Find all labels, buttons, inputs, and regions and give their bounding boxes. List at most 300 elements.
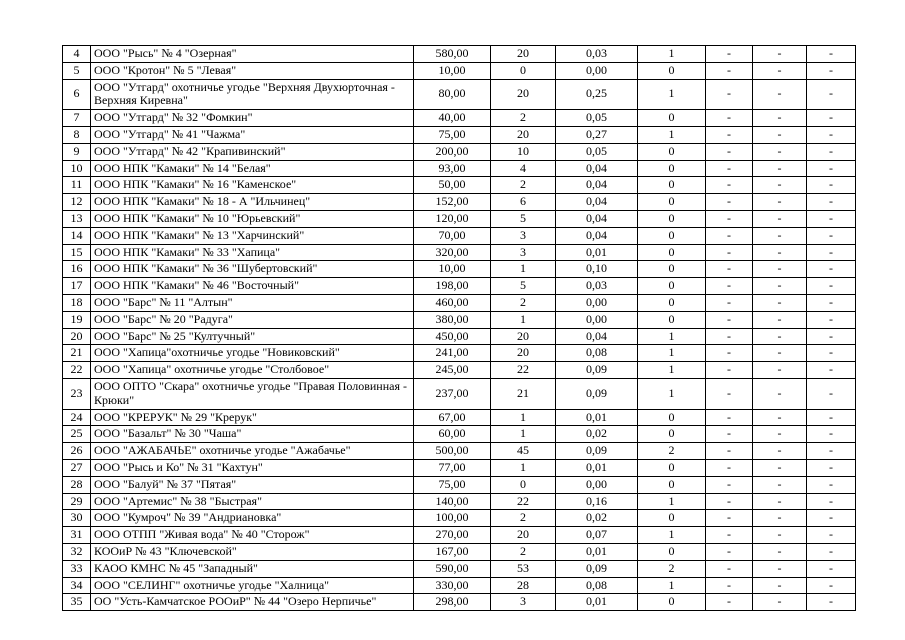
organization-name-cell: ООО "Балуй" № 37 "Пятая" xyxy=(91,476,414,493)
row-number-cell: 20 xyxy=(63,328,91,345)
table-row xyxy=(63,426,856,443)
dash-cell-1: - xyxy=(706,294,753,311)
organization-name-cell: ООО НПК "Камаки" № 33 "Хапица" xyxy=(91,244,414,261)
area-value-cell: 40,00 xyxy=(414,110,491,127)
count-value-cell: 1 xyxy=(491,459,556,476)
count-value-cell: 45 xyxy=(491,443,556,460)
dash-cell-3: - xyxy=(807,177,856,194)
row-number-cell: 4 xyxy=(63,46,91,63)
area-value-cell: 320,00 xyxy=(414,244,491,261)
quota-value-cell: 1 xyxy=(638,527,706,544)
table-row xyxy=(63,227,856,244)
row-number-cell: 23 xyxy=(63,378,91,409)
count-value-cell: 20 xyxy=(491,527,556,544)
dash-cell-3: - xyxy=(807,311,856,328)
dash-cell-1: - xyxy=(706,560,753,577)
count-value-cell: 2 xyxy=(491,294,556,311)
ratio-value-cell: 0,01 xyxy=(556,244,638,261)
ratio-value-cell: 0,10 xyxy=(556,261,638,278)
area-value-cell: 270,00 xyxy=(414,527,491,544)
ratio-value-cell: 0,07 xyxy=(556,527,638,544)
dash-cell-3: - xyxy=(807,510,856,527)
table-row xyxy=(63,459,856,476)
table-row xyxy=(63,177,856,194)
count-value-cell: 1 xyxy=(491,409,556,426)
dash-cell-2: - xyxy=(753,294,807,311)
area-value-cell: 198,00 xyxy=(414,278,491,295)
quota-value-cell: 1 xyxy=(638,345,706,362)
row-number-cell: 32 xyxy=(63,543,91,560)
dash-cell-3: - xyxy=(807,328,856,345)
count-value-cell: 2 xyxy=(491,543,556,560)
dash-cell-1: - xyxy=(706,62,753,79)
count-value-cell: 4 xyxy=(491,160,556,177)
dash-cell-2: - xyxy=(753,594,807,611)
area-value-cell: 10,00 xyxy=(414,261,491,278)
dash-cell-2: - xyxy=(753,409,807,426)
dash-cell-2: - xyxy=(753,244,807,261)
quota-value-cell: 1 xyxy=(638,493,706,510)
dash-cell-1: - xyxy=(706,543,753,560)
dash-cell-2: - xyxy=(753,160,807,177)
ratio-value-cell: 0,01 xyxy=(556,594,638,611)
dash-cell-1: - xyxy=(706,426,753,443)
quota-value-cell: 0 xyxy=(638,261,706,278)
area-value-cell: 75,00 xyxy=(414,476,491,493)
organization-name-cell: КООиР № 43 "Ключевской" xyxy=(91,543,414,560)
dash-cell-1: - xyxy=(706,459,753,476)
dash-cell-1: - xyxy=(706,476,753,493)
area-value-cell: 460,00 xyxy=(414,294,491,311)
table-row xyxy=(63,244,856,261)
table-row xyxy=(63,261,856,278)
row-number-cell: 31 xyxy=(63,527,91,544)
row-number-cell: 25 xyxy=(63,426,91,443)
ratio-value-cell: 0,09 xyxy=(556,443,638,460)
quota-value-cell: 0 xyxy=(638,210,706,227)
organization-name-cell: ООО "Хапица" охотничье угодье "Столбовое" xyxy=(91,362,414,379)
area-value-cell: 237,00 xyxy=(414,378,491,409)
area-value-cell: 10,00 xyxy=(414,62,491,79)
dash-cell-2: - xyxy=(753,577,807,594)
dash-cell-1: - xyxy=(706,261,753,278)
ratio-value-cell: 0,04 xyxy=(556,194,638,211)
quota-value-cell: 0 xyxy=(638,160,706,177)
quota-value-cell: 0 xyxy=(638,227,706,244)
area-value-cell: 77,00 xyxy=(414,459,491,476)
row-number-cell: 28 xyxy=(63,476,91,493)
dash-cell-1: - xyxy=(706,345,753,362)
dash-cell-3: - xyxy=(807,62,856,79)
ratio-value-cell: 0,02 xyxy=(556,510,638,527)
organization-name-cell: ООО "Базальт" № 30 "Чаша" xyxy=(91,426,414,443)
quota-value-cell: 2 xyxy=(638,443,706,460)
table-row xyxy=(63,143,856,160)
ratio-value-cell: 0,04 xyxy=(556,177,638,194)
area-value-cell: 200,00 xyxy=(414,143,491,160)
row-number-cell: 27 xyxy=(63,459,91,476)
dash-cell-1: - xyxy=(706,278,753,295)
dash-cell-1: - xyxy=(706,577,753,594)
organization-name-cell: ООО "Барс" № 25 "Култучный" xyxy=(91,328,414,345)
organization-name-cell: ООО "Кротон" № 5 "Левая" xyxy=(91,62,414,79)
area-value-cell: 100,00 xyxy=(414,510,491,527)
dash-cell-2: - xyxy=(753,194,807,211)
table-row xyxy=(63,527,856,544)
table-row xyxy=(63,294,856,311)
dash-cell-3: - xyxy=(807,261,856,278)
dash-cell-3: - xyxy=(807,577,856,594)
area-value-cell: 167,00 xyxy=(414,543,491,560)
row-number-cell: 16 xyxy=(63,261,91,278)
table-row xyxy=(63,311,856,328)
ratio-value-cell: 0,09 xyxy=(556,378,638,409)
area-value-cell: 380,00 xyxy=(414,311,491,328)
dash-cell-2: - xyxy=(753,510,807,527)
area-value-cell: 50,00 xyxy=(414,177,491,194)
dash-cell-2: - xyxy=(753,459,807,476)
row-number-cell: 33 xyxy=(63,560,91,577)
organization-name-cell: ООО НПК "Камаки" № 36 "Шубертовский" xyxy=(91,261,414,278)
area-value-cell: 140,00 xyxy=(414,493,491,510)
quota-value-cell: 0 xyxy=(638,194,706,211)
row-number-cell: 29 xyxy=(63,493,91,510)
dash-cell-2: - xyxy=(753,143,807,160)
quota-value-cell: 0 xyxy=(638,278,706,295)
dash-cell-2: - xyxy=(753,378,807,409)
quota-value-cell: 1 xyxy=(638,577,706,594)
count-value-cell: 0 xyxy=(491,476,556,493)
quota-value-cell: 0 xyxy=(638,311,706,328)
row-number-cell: 9 xyxy=(63,143,91,160)
row-number-cell: 15 xyxy=(63,244,91,261)
quota-value-cell: 0 xyxy=(638,177,706,194)
area-value-cell: 67,00 xyxy=(414,409,491,426)
dash-cell-1: - xyxy=(706,194,753,211)
table-row xyxy=(63,378,856,409)
table-row xyxy=(63,577,856,594)
count-value-cell: 6 xyxy=(491,194,556,211)
count-value-cell: 5 xyxy=(491,210,556,227)
table-row xyxy=(63,328,856,345)
dash-cell-2: - xyxy=(753,362,807,379)
dash-cell-3: - xyxy=(807,194,856,211)
dash-cell-3: - xyxy=(807,476,856,493)
organization-name-cell: ООО "Утгард" № 41 "Чажма" xyxy=(91,126,414,143)
organization-name-cell: ООО "АЖАБАЧЬЕ" охотничье угодье "Ажабачье" xyxy=(91,443,414,460)
dash-cell-2: - xyxy=(753,261,807,278)
dash-cell-3: - xyxy=(807,362,856,379)
table-row xyxy=(63,493,856,510)
organization-name-cell: КАОО КМНС № 45 "Западный" xyxy=(91,560,414,577)
organization-name-cell: ООО НПК "Камаки" № 14 "Белая" xyxy=(91,160,414,177)
dash-cell-2: - xyxy=(753,177,807,194)
organization-name-cell: ООО "Барс" № 11 "Алтын" xyxy=(91,294,414,311)
table-row xyxy=(63,443,856,460)
count-value-cell: 3 xyxy=(491,227,556,244)
quota-value-cell: 0 xyxy=(638,543,706,560)
ratio-value-cell: 0,04 xyxy=(556,227,638,244)
dash-cell-1: - xyxy=(706,110,753,127)
count-value-cell: 3 xyxy=(491,594,556,611)
dash-cell-1: - xyxy=(706,594,753,611)
area-value-cell: 245,00 xyxy=(414,362,491,379)
ratio-value-cell: 0,09 xyxy=(556,560,638,577)
area-value-cell: 580,00 xyxy=(414,46,491,63)
dash-cell-2: - xyxy=(753,227,807,244)
dash-cell-1: - xyxy=(706,409,753,426)
count-value-cell: 2 xyxy=(491,177,556,194)
dash-cell-2: - xyxy=(753,278,807,295)
dash-cell-3: - xyxy=(807,143,856,160)
count-value-cell: 53 xyxy=(491,560,556,577)
ratio-value-cell: 0,00 xyxy=(556,294,638,311)
table-row xyxy=(63,594,856,611)
quota-value-cell: 1 xyxy=(638,328,706,345)
quota-value-cell: 1 xyxy=(638,46,706,63)
dash-cell-3: - xyxy=(807,443,856,460)
dash-cell-3: - xyxy=(807,210,856,227)
ratio-value-cell: 0,25 xyxy=(556,79,638,110)
dash-cell-1: - xyxy=(706,362,753,379)
organization-name-cell: ООО "Хапица"охотничье угодье "Новиковский" xyxy=(91,345,414,362)
count-value-cell: 20 xyxy=(491,46,556,63)
hunting-grounds-table xyxy=(62,45,856,611)
dash-cell-2: - xyxy=(753,79,807,110)
organization-name-cell: ООО "СЕЛИНГ" охотничье угодье "Халница" xyxy=(91,577,414,594)
row-number-cell: 19 xyxy=(63,311,91,328)
dash-cell-2: - xyxy=(753,210,807,227)
organization-name-cell: ООО "Утгард" № 32 "Фомкин" xyxy=(91,110,414,127)
area-value-cell: 70,00 xyxy=(414,227,491,244)
organization-name-cell: ООО НПК "Камаки" № 13 "Харчинский" xyxy=(91,227,414,244)
count-value-cell: 1 xyxy=(491,261,556,278)
ratio-value-cell: 0,05 xyxy=(556,110,638,127)
row-number-cell: 35 xyxy=(63,594,91,611)
organization-name-cell: ООО НПК "Камаки" № 10 "Юрьевский" xyxy=(91,210,414,227)
table-row xyxy=(63,510,856,527)
dash-cell-3: - xyxy=(807,244,856,261)
dash-cell-3: - xyxy=(807,378,856,409)
ratio-value-cell: 0,00 xyxy=(556,62,638,79)
dash-cell-1: - xyxy=(706,227,753,244)
row-number-cell: 30 xyxy=(63,510,91,527)
dash-cell-1: - xyxy=(706,493,753,510)
organization-name-cell: ООО "Утгард" охотничье угодье "Верхняя Двухюрточная - Верхняя Киревна" xyxy=(91,79,414,110)
ratio-value-cell: 0,01 xyxy=(556,409,638,426)
dash-cell-2: - xyxy=(753,493,807,510)
quota-value-cell: 0 xyxy=(638,476,706,493)
dash-cell-3: - xyxy=(807,79,856,110)
organization-name-cell: ОО "Усть-Камчатское РООиР" № 44 "Озеро Нерпичье" xyxy=(91,594,414,611)
count-value-cell: 3 xyxy=(491,244,556,261)
dash-cell-3: - xyxy=(807,227,856,244)
dash-cell-3: - xyxy=(807,493,856,510)
quota-value-cell: 0 xyxy=(638,110,706,127)
count-value-cell: 2 xyxy=(491,510,556,527)
row-number-cell: 10 xyxy=(63,160,91,177)
ratio-value-cell: 0,04 xyxy=(556,328,638,345)
area-value-cell: 500,00 xyxy=(414,443,491,460)
table-row xyxy=(63,543,856,560)
count-value-cell: 22 xyxy=(491,493,556,510)
count-value-cell: 20 xyxy=(491,345,556,362)
quota-value-cell: 0 xyxy=(638,62,706,79)
row-number-cell: 6 xyxy=(63,79,91,110)
area-value-cell: 152,00 xyxy=(414,194,491,211)
organization-name-cell: ООО "Кумроч" № 39 "Андриановка" xyxy=(91,510,414,527)
dash-cell-1: - xyxy=(706,46,753,63)
quota-value-cell: 0 xyxy=(638,143,706,160)
table-body xyxy=(63,46,856,611)
organization-name-cell: ООО "Утгард" № 42 "Крапивинский" xyxy=(91,143,414,160)
table-row xyxy=(63,79,856,110)
ratio-value-cell: 0,01 xyxy=(556,459,638,476)
dash-cell-1: - xyxy=(706,527,753,544)
area-value-cell: 590,00 xyxy=(414,560,491,577)
dash-cell-1: - xyxy=(706,210,753,227)
quota-value-cell: 1 xyxy=(638,79,706,110)
dash-cell-3: - xyxy=(807,594,856,611)
organization-name-cell: ООО "Артемис" № 38 "Быстрая" xyxy=(91,493,414,510)
count-value-cell: 22 xyxy=(491,362,556,379)
dash-cell-2: - xyxy=(753,426,807,443)
table-row xyxy=(63,362,856,379)
dash-cell-2: - xyxy=(753,46,807,63)
organization-name-cell: ООО "КРЕРУК" № 29 "Крерук" xyxy=(91,409,414,426)
dash-cell-3: - xyxy=(807,409,856,426)
dash-cell-1: - xyxy=(706,328,753,345)
area-value-cell: 241,00 xyxy=(414,345,491,362)
organization-name-cell: ООО "Рысь и Ко" № 31 "Кахтун" xyxy=(91,459,414,476)
quota-value-cell: 1 xyxy=(638,362,706,379)
dash-cell-3: - xyxy=(807,294,856,311)
dash-cell-1: - xyxy=(706,244,753,261)
area-value-cell: 93,00 xyxy=(414,160,491,177)
quota-value-cell: 2 xyxy=(638,560,706,577)
row-number-cell: 34 xyxy=(63,577,91,594)
dash-cell-1: - xyxy=(706,443,753,460)
row-number-cell: 7 xyxy=(63,110,91,127)
dash-cell-1: - xyxy=(706,311,753,328)
count-value-cell: 1 xyxy=(491,426,556,443)
area-value-cell: 330,00 xyxy=(414,577,491,594)
quota-value-cell: 0 xyxy=(638,294,706,311)
count-value-cell: 21 xyxy=(491,378,556,409)
ratio-value-cell: 0,09 xyxy=(556,362,638,379)
area-value-cell: 60,00 xyxy=(414,426,491,443)
dash-cell-1: - xyxy=(706,510,753,527)
quota-value-cell: 0 xyxy=(638,594,706,611)
dash-cell-3: - xyxy=(807,126,856,143)
dash-cell-1: - xyxy=(706,160,753,177)
area-value-cell: 450,00 xyxy=(414,328,491,345)
dash-cell-2: - xyxy=(753,126,807,143)
table-row xyxy=(63,46,856,63)
row-number-cell: 13 xyxy=(63,210,91,227)
table-row xyxy=(63,278,856,295)
row-number-cell: 14 xyxy=(63,227,91,244)
ratio-value-cell: 0,16 xyxy=(556,493,638,510)
dash-cell-2: - xyxy=(753,527,807,544)
organization-name-cell: ООО НПК "Камаки" № 16 "Каменское" xyxy=(91,177,414,194)
dash-cell-3: - xyxy=(807,543,856,560)
dash-cell-3: - xyxy=(807,459,856,476)
count-value-cell: 10 xyxy=(491,143,556,160)
ratio-value-cell: 0,04 xyxy=(556,160,638,177)
quota-value-cell: 0 xyxy=(638,409,706,426)
row-number-cell: 12 xyxy=(63,194,91,211)
quota-value-cell: 1 xyxy=(638,126,706,143)
table-row xyxy=(63,126,856,143)
count-value-cell: 5 xyxy=(491,278,556,295)
count-value-cell: 28 xyxy=(491,577,556,594)
organization-name-cell: ООО "Барс" № 20 "Радуга" xyxy=(91,311,414,328)
row-number-cell: 8 xyxy=(63,126,91,143)
table-row xyxy=(63,62,856,79)
dash-cell-2: - xyxy=(753,311,807,328)
organization-name-cell: ООО НПК "Камаки" № 46 "Восточный" xyxy=(91,278,414,295)
dash-cell-2: - xyxy=(753,560,807,577)
dash-cell-2: - xyxy=(753,328,807,345)
dash-cell-2: - xyxy=(753,443,807,460)
count-value-cell: 0 xyxy=(491,62,556,79)
organization-name-cell: ООО "Рысь" № 4 "Озерная" xyxy=(91,46,414,63)
count-value-cell: 20 xyxy=(491,126,556,143)
dash-cell-3: - xyxy=(807,46,856,63)
count-value-cell: 1 xyxy=(491,311,556,328)
row-number-cell: 17 xyxy=(63,278,91,295)
quota-value-cell: 0 xyxy=(638,244,706,261)
area-value-cell: 75,00 xyxy=(414,126,491,143)
ratio-value-cell: 0,08 xyxy=(556,345,638,362)
ratio-value-cell: 0,08 xyxy=(556,577,638,594)
table-row xyxy=(63,409,856,426)
ratio-value-cell: 0,05 xyxy=(556,143,638,160)
ratio-value-cell: 0,03 xyxy=(556,278,638,295)
count-value-cell: 20 xyxy=(491,328,556,345)
table-row xyxy=(63,194,856,211)
dash-cell-3: - xyxy=(807,278,856,295)
organization-name-cell: ООО ОТПП "Живая вода" № 40 "Сторож" xyxy=(91,527,414,544)
area-value-cell: 298,00 xyxy=(414,594,491,611)
dash-cell-3: - xyxy=(807,345,856,362)
ratio-value-cell: 0,27 xyxy=(556,126,638,143)
dash-cell-1: - xyxy=(706,177,753,194)
ratio-value-cell: 0,02 xyxy=(556,426,638,443)
row-number-cell: 11 xyxy=(63,177,91,194)
ratio-value-cell: 0,04 xyxy=(556,210,638,227)
dash-cell-3: - xyxy=(807,426,856,443)
ratio-value-cell: 0,00 xyxy=(556,311,638,328)
dash-cell-1: - xyxy=(706,79,753,110)
dash-cell-2: - xyxy=(753,476,807,493)
organization-name-cell: ООО ОПТО "Скара" охотничье угодье "Правая Половинная - Крюки" xyxy=(91,378,414,409)
dash-cell-2: - xyxy=(753,62,807,79)
quota-value-cell: 1 xyxy=(638,378,706,409)
ratio-value-cell: 0,01 xyxy=(556,543,638,560)
table-row xyxy=(63,210,856,227)
area-value-cell: 80,00 xyxy=(414,79,491,110)
area-value-cell: 120,00 xyxy=(414,210,491,227)
dash-cell-3: - xyxy=(807,527,856,544)
row-number-cell: 21 xyxy=(63,345,91,362)
table-row xyxy=(63,160,856,177)
row-number-cell: 22 xyxy=(63,362,91,379)
table-row xyxy=(63,110,856,127)
dash-cell-3: - xyxy=(807,160,856,177)
table-row xyxy=(63,560,856,577)
